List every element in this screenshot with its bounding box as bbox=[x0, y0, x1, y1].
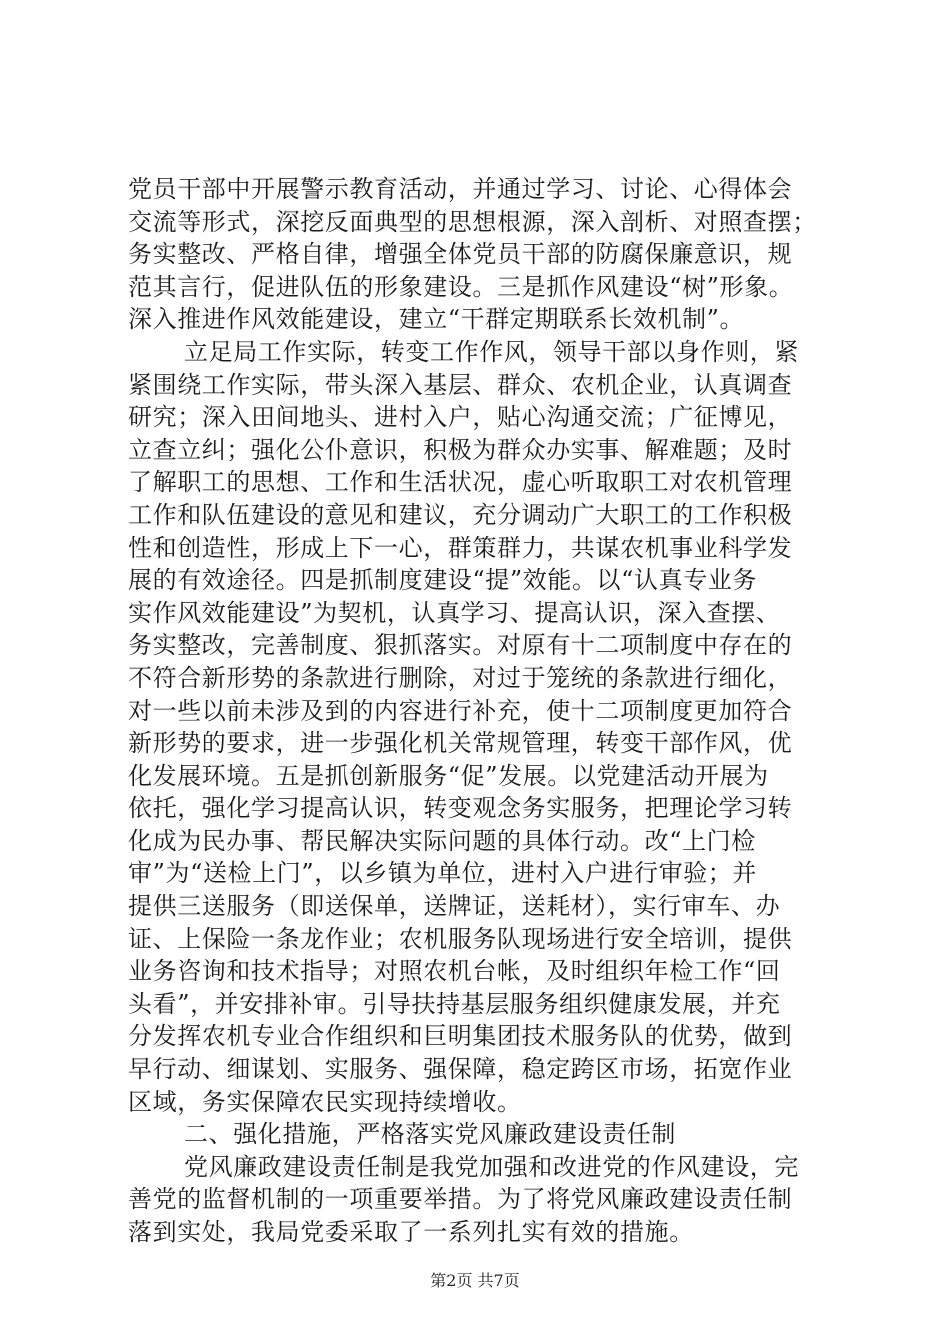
paragraph-start-line: 党风廉政建设责任制是我党加强和改进党的作风建设，完 bbox=[184, 1152, 799, 1181]
text-line: 善党的监督机制的一项重要举措。为了将党风廉政建设责任制 bbox=[128, 1185, 793, 1214]
text-line: 证、上保险一条龙作业；农机服务队现场进行安全培训，提供 bbox=[128, 924, 793, 953]
text-line: 立查立纠；强化公仆意识，积极为群众办实事、解难题；及时 bbox=[128, 435, 793, 464]
text-line: 对一些以前未涉及到的内容进行补充，使十二项制度更加符合 bbox=[128, 696, 793, 725]
section-heading: 二、强化措施，严格落实党风廉政建设责任制 bbox=[184, 1120, 676, 1149]
text-line: 头看”，并安排补审。引导扶持基层服务组织健康发展，并充 bbox=[128, 989, 781, 1018]
text-line: 化成为民办事、帮民解决实际问题的具体行动。改“上门检 bbox=[128, 826, 756, 855]
page-number-footer: 第2页 共7页 bbox=[430, 1271, 520, 1290]
text-line: 化发展环境。五是抓创新服务“促”发展。以党建活动开展为 bbox=[128, 761, 769, 790]
text-line: 务实整改，完善制度、狠抓落实。对原有十二项制度中存在的 bbox=[128, 631, 793, 660]
paragraph-start-line: 立足局工作实际，转变工作作风，领导干部以身作则，紧 bbox=[184, 337, 799, 366]
text-line: 不符合新形势的条款进行删除，对过于笼统的条款进行细化， bbox=[128, 663, 793, 692]
text-line: 性和创造性，形成上下一心，群策群力，共谋农机事业科学发 bbox=[128, 533, 793, 562]
text-line: 分发挥农机专业合作组织和巨明集团技术服务队的优势，做到 bbox=[128, 1022, 793, 1051]
text-line: 落到实处，我局党委采取了一系列扎实有效的措施。 bbox=[128, 1218, 694, 1246]
text-line: 依托，强化学习提高认识，转变观念务实服务，把理论学习转 bbox=[128, 794, 793, 823]
text-line: 工作和队伍建设的意见和建议，充分调动广大职工的工作积极 bbox=[128, 500, 793, 529]
text-line: 展的有效途径。四是抓制度建设“提”效能。以“认真专业务 bbox=[128, 566, 758, 595]
text-line: 业务咨询和技术指导；对照农机台帐，及时组织年检工作“回 bbox=[128, 957, 781, 986]
text-line: 早行动、细谋划、实服务、强保障，稳定跨区市场，拓宽作业 bbox=[128, 1055, 793, 1084]
text-line: 党员干部中开展警示教育活动，并通过学习、讨论、心得体会 bbox=[128, 175, 793, 203]
text-line: 范其言行，促进队伍的形象建设。三是抓作风建设“树”形象。 bbox=[128, 272, 794, 301]
text-line: 了解职工的思想、工作和生活状况，虚心听取职工对农机管理 bbox=[128, 468, 793, 497]
text-line: 区域，务实保障农民实现持续增收。 bbox=[128, 1087, 522, 1116]
text-line: 务实整改、严格自律，增强全体党员干部的防腐保廉意识，规 bbox=[128, 240, 793, 269]
text-line: 审”为“送检上门”，以乡镇为单位，进村入户进行审验；并 bbox=[128, 859, 758, 888]
text-line: 提供三送服务（即送保单，送牌证，送耗材），实行审车、办 bbox=[128, 892, 781, 921]
text-line: 交流等形式，深挖反面典型的思想根源，深入剖析、对照查摆； bbox=[128, 207, 817, 236]
text-line: 研究；深入田间地头、进村入户，贴心沟通交流；广征博见， bbox=[128, 403, 793, 432]
text-line: 新形势的要求，进一步强化机关常规管理，转变干部作风，优 bbox=[128, 729, 793, 758]
text-line: 深入推进作风效能建设，建立“干群定期联系长效机制”。 bbox=[128, 305, 745, 334]
text-line: 紧围绕工作实际，带头深入基层、群众、农机企业，认真调查 bbox=[128, 370, 793, 399]
text-line: 实作风效能建设”为契机，认真学习、提高认识，深入查摆、 bbox=[128, 598, 781, 627]
body-text bbox=[128, 173, 828, 1249]
